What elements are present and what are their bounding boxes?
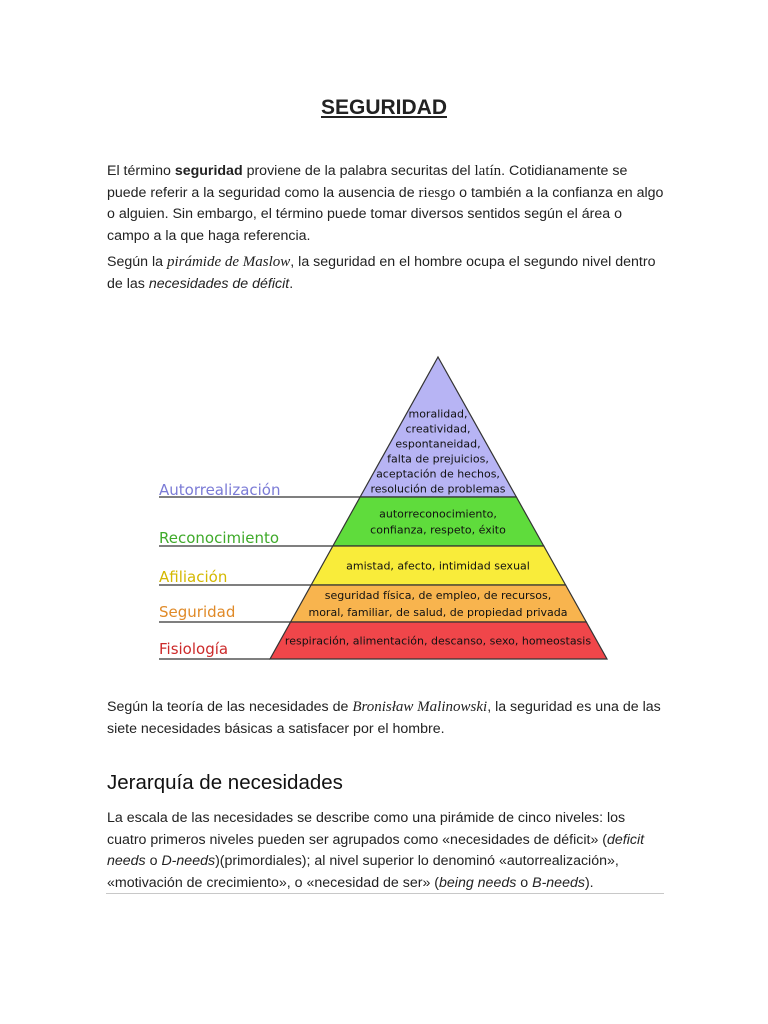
text: .	[289, 275, 294, 292]
malinowski-paragraph	[107, 697, 667, 740]
level-label: Seguridad	[159, 603, 236, 621]
text: o también a la confianza en algo o alguien. Sin embargo, el término puede tomar diversos sentidos según el área o campo a la que haga referencia.	[107, 184, 664, 244]
text: ).	[584, 874, 594, 891]
link-malinowski[interactable]: Bronisław Malinowski	[352, 699, 488, 715]
section-heading: Jerarquía de necesidades	[107, 771, 343, 794]
level-label: Reconocimiento	[159, 529, 280, 547]
tier-description: autorreconocimiento,	[379, 507, 497, 521]
tier-description: seguridad física, de empleo, de recursos,	[324, 589, 552, 602]
tier-description: moralidad,	[408, 407, 468, 421]
tier-description: espontaneidad,	[395, 437, 481, 451]
pyramid-tier-2	[333, 497, 544, 546]
italic-term: D-needs	[161, 853, 216, 869]
text: , la seguridad en el hombre ocupa el segundo nivel dentro de las	[107, 254, 656, 292]
text: La escala de las necesidades se describe como una pirámide de cinco niveles: los cuatro primeros niveles pueden ser agrupados como «necesidades de déficit» (	[107, 810, 626, 848]
text: . Cotidianamente se puede referir a la seguridad como la ausencia de	[107, 163, 628, 201]
tier-description: amistad, afecto, intimidad sexual	[346, 559, 530, 573]
tier-description: resolución de problemas	[370, 482, 506, 496]
tier-description: respiración, alimentación, descanso, sexo, homeostasis	[284, 634, 592, 648]
text: Según la teoría de las necesidades de	[107, 699, 353, 715]
text: , la seguridad es una de las siete necesidades básicas a satisfacer por el hombre.	[107, 699, 661, 737]
italic-term: necesidades de déficit	[148, 275, 290, 292]
text: El término	[107, 163, 175, 179]
level-label: Autorrealización	[159, 481, 281, 499]
tier-description: falta de prejuicios,	[387, 452, 489, 466]
italic-term: B-needs	[532, 874, 585, 891]
link-riesgo[interactable]: riesgo	[418, 184, 456, 201]
tier-description: moral, familiar, de salud, de propiedad privada	[308, 606, 568, 619]
text: o	[145, 853, 162, 869]
level-label: Fisiología	[159, 640, 229, 658]
tier-description: aceptación de hechos,	[376, 467, 500, 481]
level-label: Afiliación	[159, 568, 228, 586]
italic-term: being needs	[439, 874, 517, 891]
page-title: SEGURIDAD	[320, 96, 447, 119]
text: o	[516, 874, 533, 891]
link-latin[interactable]: latín	[474, 163, 502, 179]
bold-term: seguridad	[174, 163, 243, 179]
link-maslow[interactable]: pirámide de Maslow	[166, 254, 291, 270]
italic-term: deficit needs	[107, 831, 645, 869]
tier-description: confianza, respeto, éxito	[370, 523, 506, 537]
text: )(primordiales); al nivel superior lo denominó «autorrealización», «motivación de crecimiento», o «necesidad de ser» (	[107, 853, 619, 891]
text: proviene de la palabra securitas del	[242, 163, 475, 179]
tier-description: creatividad,	[405, 422, 471, 436]
section-divider	[106, 893, 664, 894]
text: Según la	[107, 254, 167, 270]
hierarchy-paragraph	[107, 808, 667, 894]
